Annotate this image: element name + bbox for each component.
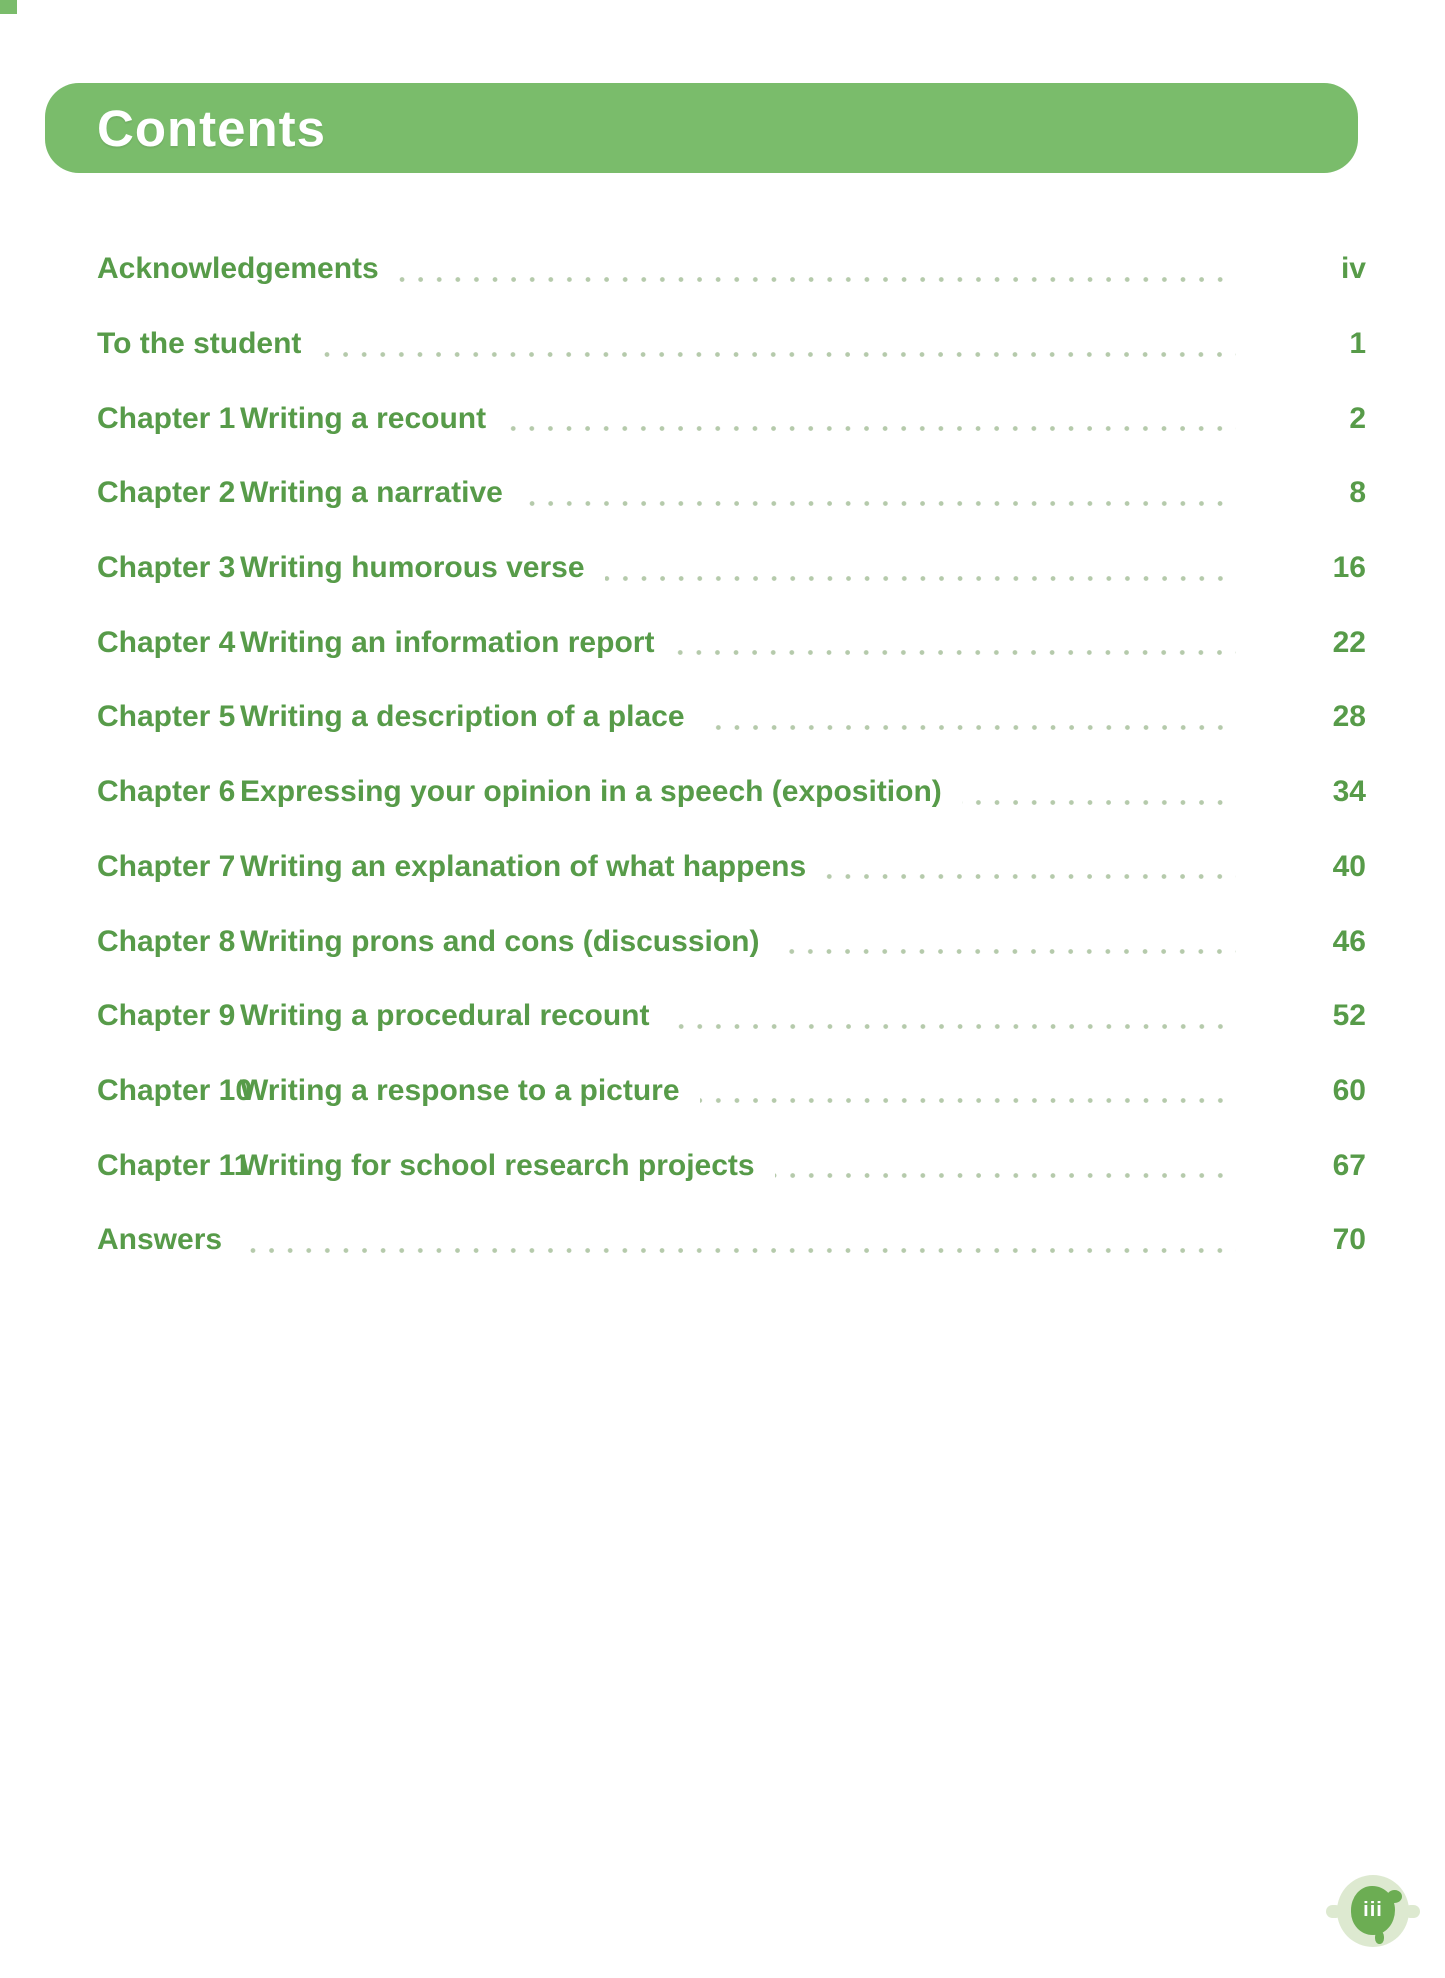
toc-row: [97, 456, 1366, 531]
toc-row-label: Chapter 11: [97, 1148, 251, 1182]
contents-header-bar: [45, 83, 1358, 173]
toc-row: [97, 381, 1366, 456]
toc-row-label: Chapter 6: [97, 775, 236, 809]
toc-page-number: 16: [1332, 551, 1366, 585]
toc-row: [97, 1203, 1366, 1278]
toc-row-title: Writing a recount: [240, 401, 487, 435]
toc-page-number: 67: [1332, 1148, 1366, 1182]
toc-page-number: 34: [1332, 775, 1366, 809]
toc-row-title: Writing for school research projects: [240, 1148, 755, 1182]
toc-row-title: Answers: [97, 1223, 223, 1257]
toc-row-label: Chapter 2: [97, 476, 236, 510]
dotted-leader: [321, 352, 1236, 357]
footer-page-number: iii: [1363, 1899, 1383, 1921]
toc-row: [97, 605, 1366, 680]
toc-page-number: 52: [1332, 999, 1366, 1033]
turtle-page-badge-icon: [1337, 1875, 1409, 1947]
toc-page-number: 70: [1332, 1223, 1366, 1257]
dotted-leader: [605, 576, 1236, 581]
toc-row: [97, 232, 1366, 307]
page-title: Contents: [97, 99, 326, 157]
toc-row-label: Chapter 4: [97, 625, 236, 659]
dotted-leader: [523, 501, 1236, 506]
dotted-leader: [700, 1098, 1236, 1103]
toc-row: [97, 1128, 1366, 1203]
dotted-leader: [962, 800, 1236, 805]
toc-row-label: Chapter 8: [97, 924, 236, 958]
toc-row: [97, 531, 1366, 606]
corner-scan-artifact: [0, 0, 17, 14]
toc-page-number: 40: [1332, 849, 1366, 883]
toc-row-title: Writing a procedural recount: [240, 999, 650, 1033]
toc-row: [97, 307, 1366, 382]
dotted-leader: [242, 1248, 1236, 1253]
table-of-contents: [97, 232, 1366, 1278]
toc-page-number: 8: [1349, 476, 1366, 510]
toc-row-label: Chapter 9: [97, 999, 236, 1033]
dotted-leader: [775, 1173, 1236, 1178]
toc-row-label: Chapter 1: [97, 401, 236, 435]
dotted-leader: [670, 1024, 1237, 1029]
toc-row: [97, 830, 1366, 905]
toc-page-number: 60: [1332, 1073, 1366, 1107]
toc-row: [97, 755, 1366, 830]
toc-page-number: 46: [1332, 924, 1366, 958]
toc-row: [97, 904, 1366, 979]
dotted-leader: [779, 949, 1236, 954]
toc-row-title: Expressing your opinion in a speech (exposition): [240, 775, 942, 809]
dotted-leader: [826, 874, 1236, 879]
toc-row-title: Acknowledgements: [97, 252, 379, 286]
toc-row-title: Writing prons and cons (discussion): [240, 924, 760, 958]
toc-row: [97, 1054, 1366, 1129]
toc-row-label: Chapter 5: [97, 700, 236, 734]
toc-row-title: Writing an explanation of what happens: [240, 849, 807, 883]
toc-row: [97, 979, 1366, 1054]
toc-page-number: 1: [1349, 327, 1366, 361]
dotted-leader: [705, 725, 1236, 730]
toc-row-title: Writing a description of a place: [240, 700, 685, 734]
toc-row-title: Writing a response to a picture: [240, 1073, 680, 1107]
toc-row-label: Chapter 7: [97, 849, 236, 883]
dotted-leader: [674, 650, 1236, 655]
toc-row-label: Chapter 3: [97, 551, 236, 585]
toc-page-number: 28: [1332, 700, 1366, 734]
toc-page-number: 2: [1349, 401, 1366, 435]
toc-row-title: To the student: [97, 327, 302, 361]
toc-page-number: iv: [1340, 252, 1366, 286]
dotted-leader: [399, 277, 1236, 282]
toc-row-label: Chapter 10: [97, 1073, 253, 1107]
dotted-leader: [506, 426, 1236, 431]
toc-row-title: Writing an information report: [240, 625, 655, 659]
toc-page-number: 22: [1332, 625, 1366, 659]
toc-row: [97, 680, 1366, 755]
toc-row-title: Writing a narrative: [240, 476, 503, 510]
toc-row-title: Writing humorous verse: [240, 551, 585, 585]
